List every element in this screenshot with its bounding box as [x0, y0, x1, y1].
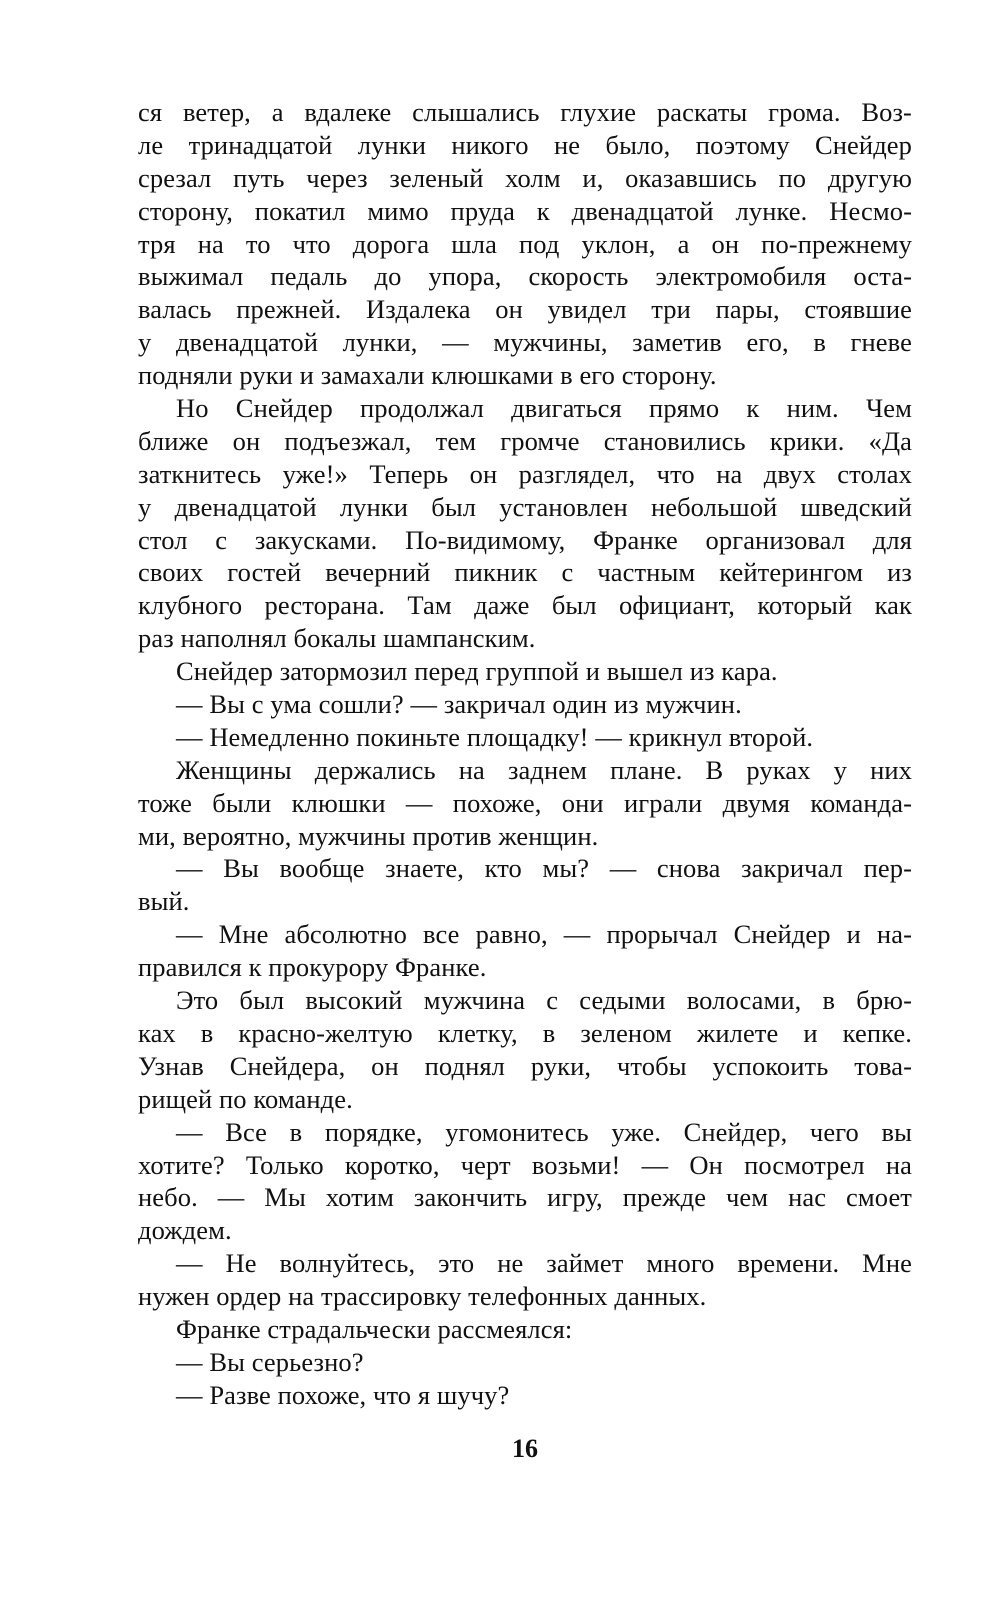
text-line: Франке страдальчески рассмеялся:: [176, 1313, 573, 1344]
text-line: — Вы серьезно?: [176, 1346, 364, 1377]
text-line: ся ветер, а вдалеке слышались глухие раскаты грома. Воз-: [138, 97, 912, 127]
text-line: — Все в порядке, угомонитесь уже. Снейдер, чего вы: [176, 1116, 912, 1147]
text-line: — Мне абсолютно все равно, — прорычал Снейдер и на-: [176, 919, 912, 950]
text-line: Женщины держались на заднем плане. В руках у них: [176, 754, 912, 785]
text-line: — Разве похоже, что я шучу?: [176, 1379, 510, 1410]
text-line: — Не волнуйтесь, это не займет много времени. Мне: [176, 1248, 912, 1279]
text-line: тоже были клюшки — похоже, они играли двумя команда-: [138, 787, 912, 818]
text-line: хотите? Только коротко, черт возьми! — Он посмотрел на: [138, 1149, 912, 1180]
text-line: рищей по команде.: [138, 1083, 353, 1114]
text-line: правился к прокурору Франке.: [138, 952, 487, 983]
text-line: ми, вероятно, мужчины против женщин.: [138, 820, 599, 851]
text-line: — Вы с ума сошли? — закричал один из мужчин.: [176, 689, 742, 720]
text-line: у двенадцатой лунки, — мужчины, заметив его, в гневе: [138, 327, 912, 358]
text-line: Но Снейдер продолжал двигаться прямо к ним. Чем: [176, 393, 912, 424]
text-line: выжимал педаль до упора, скорость электромобиля оста-: [138, 261, 912, 292]
text-line: ках в красно-желтую клетку, в зеленом жилете и кепке.: [138, 1017, 912, 1048]
body-text: [138, 96, 912, 1412]
text-line: стол с закусками. По-видимому, Франке организовал для: [138, 524, 912, 555]
text-line: Снейдер затормозил перед группой и вышел из кара.: [176, 656, 778, 687]
text-line: срезал путь через зеленый холм и, оказавшись по другую: [138, 162, 912, 193]
text-line: валась прежней. Издалека он увидел три пары, стоявшие: [138, 294, 912, 325]
text-line: дождем.: [138, 1215, 232, 1246]
text-line: вый.: [138, 886, 190, 917]
text-line: — Немедленно покиньте площадку! — крикнул второй.: [176, 721, 814, 752]
text-line: тря на то что дорога шла под уклон, а он по-прежнему: [138, 228, 912, 259]
text-line: своих гостей вечерний пикник с частным кейтерингом из: [138, 557, 912, 588]
text-line: клубного ресторана. Там даже был официант, который как: [138, 590, 912, 621]
text-line: раз наполнял бокалы шампанским.: [138, 623, 536, 654]
text-line: Узнав Снейдера, он поднял руки, чтобы успокоить това-: [138, 1050, 912, 1081]
text-line: подняли руки и замахали клюшками в его сторону.: [138, 360, 717, 391]
text-line: — Вы вообще знаете, кто мы? — снова закричал пер-: [176, 853, 912, 884]
text-line: ближе он подъезжал, тем громче становились крики. «Да: [138, 425, 912, 456]
text-line: у двенадцатой лунки был установлен небольшой шведский: [138, 491, 912, 522]
text-line: сторону, покатил мимо пруда к двенадцатой лунке. Несмо-: [138, 195, 912, 226]
page-number: 16: [512, 1434, 538, 1463]
text-line: небо. — Мы хотим закончить игру, прежде чем нас смоет: [138, 1182, 912, 1213]
text-line: нужен ордер на трассировку телефонных данных.: [138, 1281, 707, 1312]
text-line: заткнитесь уже!» Теперь он разглядел, что на двух столах: [138, 458, 912, 489]
text-line: Это был высокий мужчина с седыми волосами, в брю-: [176, 985, 912, 1016]
text-line: ле тринадцатой лунки никого не было, поэтому Снейдер: [138, 129, 912, 160]
